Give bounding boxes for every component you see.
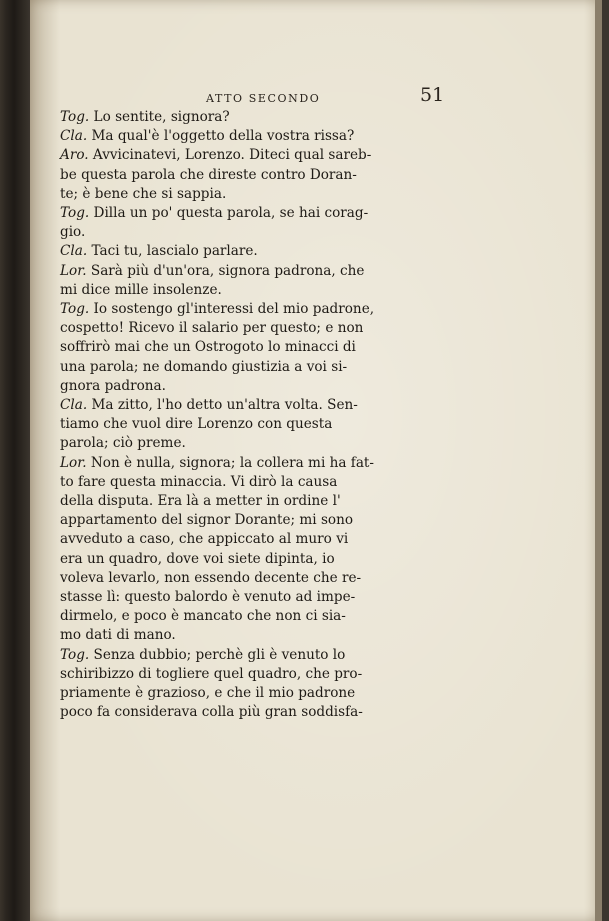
line-text: Senza dubbio; perchè gli è venuto lo xyxy=(93,646,346,663)
line-text: poco fa considerava colla più gran soddisfa- xyxy=(60,704,363,721)
text-line xyxy=(60,185,490,204)
line-text: gio. xyxy=(60,224,86,241)
speech xyxy=(60,454,490,646)
text-line xyxy=(60,204,490,223)
text-line xyxy=(60,358,490,377)
text-line xyxy=(60,396,490,415)
line-text: Ma zitto, l'ho detto un'altra volta. Sen- xyxy=(91,397,358,414)
line-text: parola; ciò preme. xyxy=(60,435,186,452)
text-line xyxy=(60,242,490,261)
line-text: era un quadro, dove voi siete dipinta, io xyxy=(60,550,335,567)
text-line xyxy=(60,300,490,319)
line-text: te; è bene che si sappia. xyxy=(60,185,227,202)
speaker-name: Lor. xyxy=(60,454,87,471)
text-line xyxy=(60,473,490,492)
text-line xyxy=(60,146,490,165)
line-text: voleva levarlo, non essendo decente che re- xyxy=(60,569,362,586)
text-line xyxy=(60,665,490,684)
line-text: soffrirò mai che un Ostrogoto lo minacci di xyxy=(60,339,356,356)
page-number: 51 xyxy=(420,84,445,106)
text-line xyxy=(60,127,490,146)
speaker-name: Tog. xyxy=(60,109,90,125)
line-text: priamente è grazioso, e che il mio padrone xyxy=(60,685,356,702)
text-line xyxy=(60,646,490,665)
speech xyxy=(60,646,490,723)
text-line xyxy=(60,511,490,530)
text-line xyxy=(60,338,490,357)
line-text: to fare questa minaccia. Vi dirò la causa xyxy=(60,473,338,490)
speech xyxy=(60,396,490,454)
text-line xyxy=(60,377,490,396)
line-text: Sarà più d'un'ora, signora padrona, che xyxy=(90,262,365,279)
line-text: tiamo che vuol dire Lorenzo con questa xyxy=(60,416,333,433)
line-text: gnora padrona. xyxy=(60,377,166,394)
speaker-name: Cla. xyxy=(60,243,88,260)
text-line xyxy=(60,262,490,281)
line-text: Dilla un po' questa parola, se hai corag- xyxy=(93,205,369,222)
speech xyxy=(60,204,490,242)
line-text: avveduto a caso, che appiccato al muro vi xyxy=(60,531,349,548)
text-line xyxy=(60,454,490,473)
text-line xyxy=(60,684,490,703)
speaker-name: Tog. xyxy=(60,205,90,222)
line-text: della disputa. Era là a metter in ordine l' xyxy=(60,493,341,510)
speech xyxy=(60,127,490,146)
line-text: be questa parola che direste contro Doran- xyxy=(60,166,357,183)
text-line xyxy=(60,607,490,626)
page-edge-shadow xyxy=(595,0,602,921)
text-line xyxy=(60,434,490,453)
speech xyxy=(60,262,490,300)
line-text: Ma qual'è l'oggetto della vostra rissa? xyxy=(91,128,355,145)
line-text: appartamento del signor Dorante; mi sono xyxy=(60,512,354,529)
speaker-name: Cla. xyxy=(60,128,88,145)
line-text: Lo sentite, signora? xyxy=(93,109,230,125)
line-text: schiribizzo di togliere quel quadro, che pro- xyxy=(60,665,363,682)
text-line xyxy=(60,550,490,569)
line-text: mo dati di mano. xyxy=(60,627,176,644)
dialogue-text xyxy=(60,108,490,723)
text-line xyxy=(60,108,490,127)
text-line xyxy=(60,319,490,338)
line-text: mi dice mille insolenze. xyxy=(60,281,222,298)
line-text: Avvicinatevi, Lorenzo. Diteci qual sareb- xyxy=(92,147,372,164)
text-line xyxy=(60,703,490,722)
speaker-name: Tog. xyxy=(60,301,90,318)
speaker-name: Cla. xyxy=(60,397,88,414)
text-line xyxy=(60,492,490,511)
speech xyxy=(60,108,490,127)
text-line xyxy=(60,530,490,549)
book-page xyxy=(30,0,602,921)
text-line xyxy=(60,569,490,588)
line-text: stasse lì: questo balordo è venuto ad impe- xyxy=(60,589,356,606)
running-head: ATTO SECONDO xyxy=(206,92,321,105)
speaker-name: Tog. xyxy=(60,646,90,663)
text-line xyxy=(60,415,490,434)
line-text: cospetto! Ricevo il salario per questo; e non xyxy=(60,320,364,337)
text-line xyxy=(60,626,490,645)
speech xyxy=(60,300,490,396)
line-text: Taci tu, lascialo parlare. xyxy=(91,243,258,260)
text-line xyxy=(60,588,490,607)
speech xyxy=(60,242,490,261)
text-line xyxy=(60,166,490,185)
text-line xyxy=(60,223,490,242)
text-line xyxy=(60,281,490,300)
speech xyxy=(60,146,490,204)
speaker-name: Lor. xyxy=(60,262,87,279)
line-text: una parola; ne domando giustizia a voi si- xyxy=(60,358,348,375)
line-text: Non è nulla, signora; la collera mi ha fat- xyxy=(90,454,374,471)
line-text: dirmelo, e poco è mancato che non ci sia- xyxy=(60,608,346,625)
speaker-name: Aro. xyxy=(60,147,89,164)
line-text: Io sostengo gl'interessi del mio padrone, xyxy=(93,301,375,318)
